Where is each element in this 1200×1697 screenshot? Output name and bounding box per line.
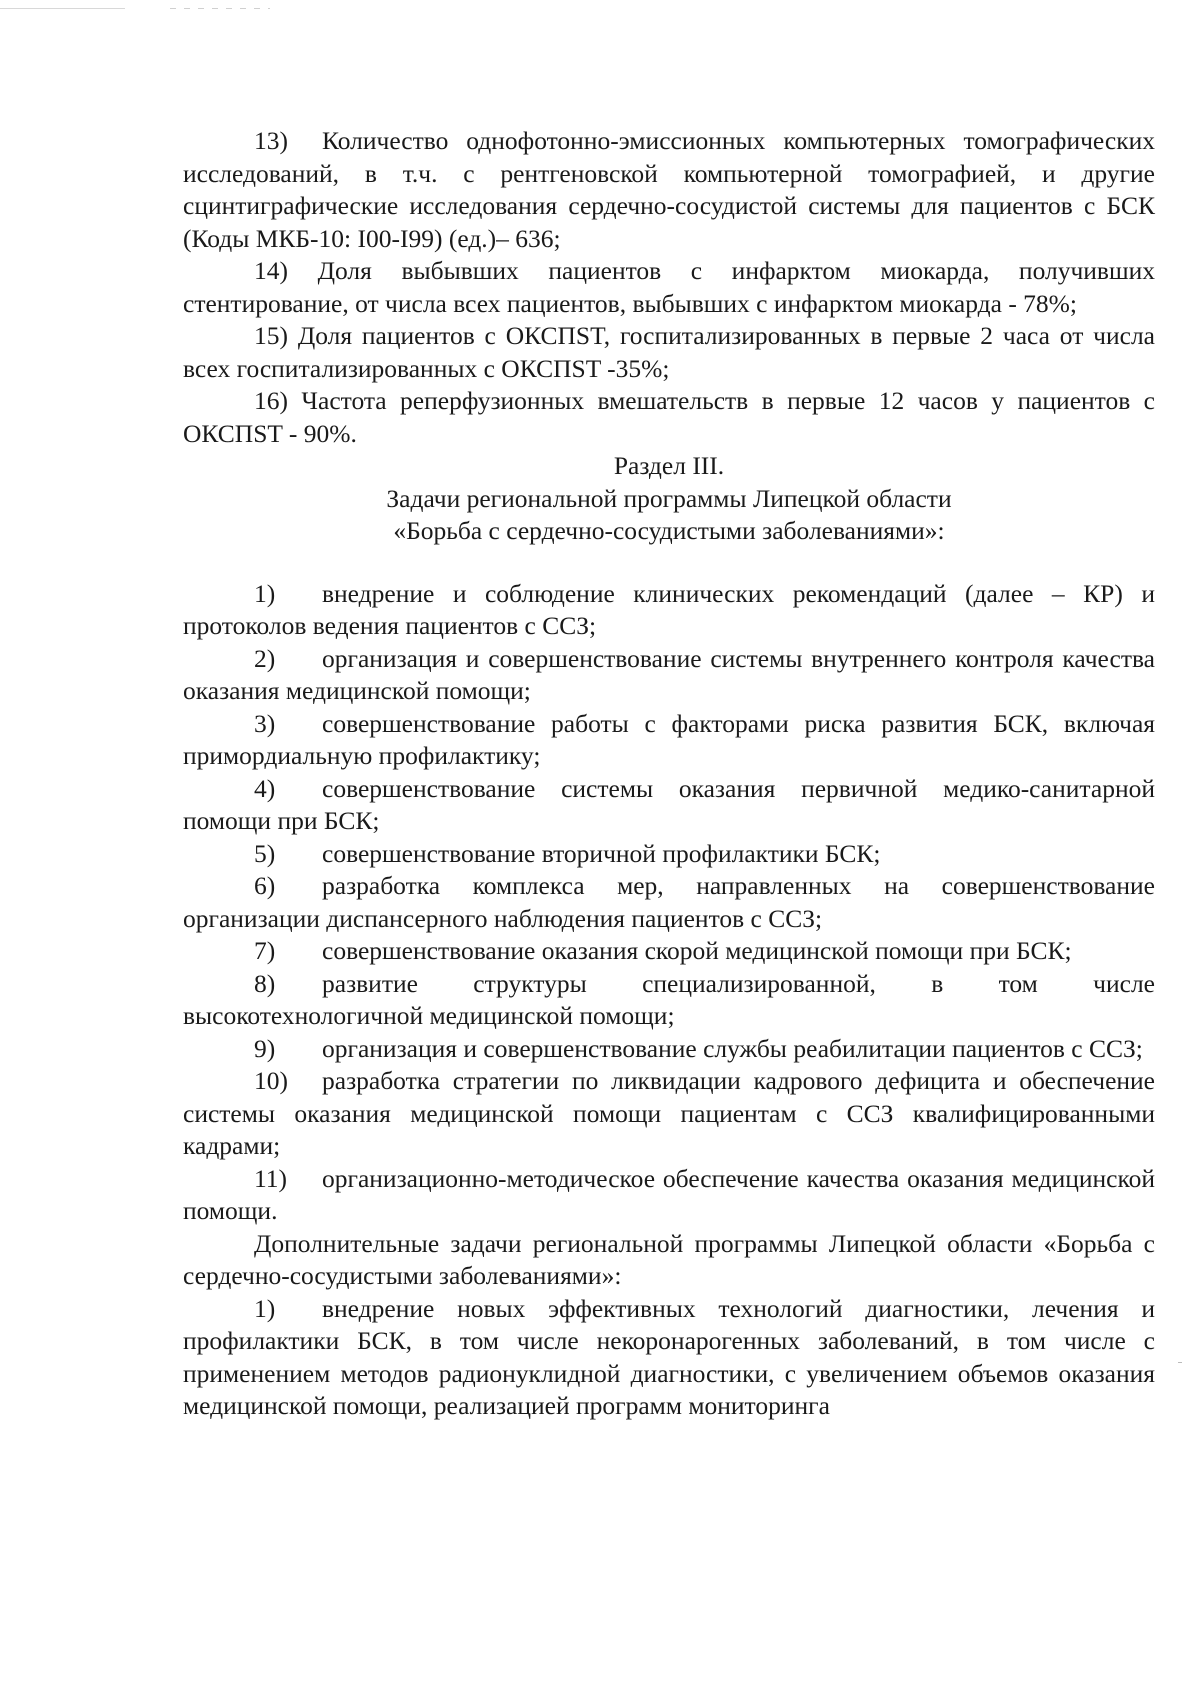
tasks-list — [183, 578, 1155, 1228]
indicator-item — [183, 125, 1155, 255]
section-label: Раздел III. — [613, 451, 725, 480]
item-text: организационно-методическое обеспечение качества оказания медицинской помощи. — [183, 1163, 1155, 1225]
additional-tasks-intro: Дополнительные задачи региональной программы Липецкой области «Борьба с сердечно-сосудистыми заболеваниями»: — [183, 1228, 1155, 1290]
item-text: внедрение новых эффективных технологий диагностики, лечения и профилактики БСК, в том числе некоронарогенных заболеваний, в том числе с применением методов радионуклидной диагностики, с увеличением объемов оказания медицинской помощи, реализацией программ мониторинга — [183, 1293, 1155, 1420]
item-text: Количество однофотонно-эмиссионных компьютерных томографических исследований, в т.ч. с рентгеновской компьютерной томографией, и другие сцинтиграфические исследования сердечно-сосудистой системы для пациентов с БСК (Коды МКБ-10: I00-I99) (ед.)– 636; — [183, 126, 1155, 253]
scan-artifact-marks — [0, 8, 300, 12]
task-item — [183, 1163, 1155, 1228]
item-number: 10) — [254, 1066, 288, 1095]
item-number: 9) — [254, 1033, 276, 1063]
additional-task-item — [183, 1293, 1155, 1423]
document-page — [183, 125, 1155, 1423]
item-number: 16) — [254, 386, 288, 415]
item-number: 1) — [254, 578, 276, 608]
item-text: совершенствование вторичной профилактики БСК; — [322, 838, 881, 868]
indicator-item — [183, 385, 1155, 450]
task-item — [183, 1065, 1155, 1163]
task-item — [183, 1033, 1155, 1066]
indicators-list — [183, 125, 1155, 450]
task-item — [183, 643, 1155, 708]
item-number: 4) — [254, 773, 276, 803]
task-item — [183, 773, 1155, 838]
item-number: 6) — [254, 871, 276, 900]
item-number: 3) — [254, 708, 276, 738]
task-item — [183, 578, 1155, 643]
scan-edge-mark — [1178, 1362, 1182, 1363]
item-number: 13) — [254, 126, 288, 155]
item-text: совершенствование оказания скорой медицинской помощи при БСК; — [322, 936, 1072, 965]
item-text: организация и совершенствование системы внутреннего контроля качества оказания медицинской помощи; — [183, 643, 1155, 705]
item-number: 8) — [254, 968, 276, 998]
item-text: разработка стратегии по ликвидации кадрового дефицита и обеспечение системы оказания медицинской помощи пациентам с ССЗ квалифицированными кадрами; — [183, 1066, 1155, 1160]
item-text: совершенствование системы оказания первичной медико-санитарной помощи при БСК; — [183, 773, 1155, 835]
indicator-item — [183, 320, 1155, 385]
indicator-item — [183, 255, 1155, 320]
item-text: организация и совершенствование службы реабилитации пациентов с ССЗ; — [322, 1033, 1143, 1063]
item-text: Частота реперфузионных вмешательств в первые 12 часов у пациентов с ОКСПST - 90%. — [183, 386, 1156, 448]
item-number: 2) — [254, 643, 276, 673]
spacer — [183, 548, 1155, 578]
scan-artifact-dashes — [170, 8, 270, 9]
item-text: Доля выбывших пациентов с инфарктом миокарда, получивших стентирование, от числа всех пациентов, выбывших с инфарктом миокарда - 78%; — [183, 256, 1156, 318]
task-item — [183, 935, 1155, 968]
item-text: разработка комплекса мер, направленных на совершенствование организации диспансерного наблюдения пациентов с ССЗ; — [183, 871, 1155, 933]
task-item — [183, 708, 1155, 773]
item-text: совершенствование работы с факторами риска развития БСК, включая примордиальную профилактику; — [183, 708, 1155, 770]
item-number: 15) — [254, 321, 288, 350]
task-item — [183, 838, 1155, 871]
task-item — [183, 968, 1155, 1033]
item-number: 1) — [254, 1293, 276, 1323]
item-number: 14) — [254, 256, 288, 285]
item-text: Доля пациентов с ОКСПST, госпитализированных в первые 2 часа от числа всех госпитализированных с ОКСПST -35%; — [183, 321, 1156, 383]
item-number: 7) — [254, 936, 276, 965]
task-item — [183, 870, 1155, 935]
item-number: 5) — [254, 838, 276, 868]
section-title-line-2: «Борьба с сердечно-сосудистыми заболеваниями»: — [393, 516, 945, 545]
section-title-line-1: Задачи региональной программы Липецкой области — [386, 483, 952, 513]
scan-artifact-line — [0, 8, 125, 9]
item-text: развитие структуры специализированной, в том числе высокотехнологичной медицинской помощи; — [183, 968, 1155, 1030]
item-text: внедрение и соблюдение клинических рекомендаций (далее – КР) и протоколов ведения пациентов с ССЗ; — [183, 578, 1155, 640]
item-number: 11) — [254, 1163, 288, 1193]
